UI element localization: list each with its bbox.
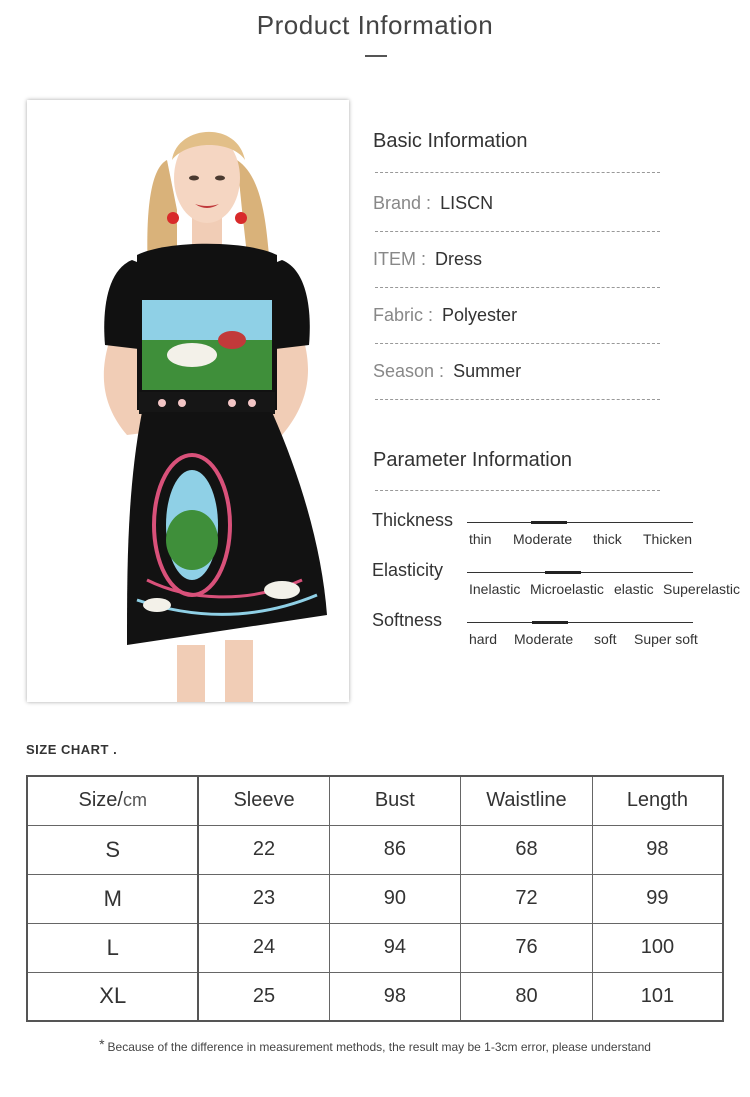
thickness-scale-line (467, 522, 693, 523)
footnote (0, 1036, 750, 1056)
table-cell: 23 (198, 874, 329, 923)
softness-scale-line (467, 622, 693, 623)
divider (375, 399, 660, 400)
info-label: Brand : (373, 193, 432, 213)
scale-option: thin (469, 531, 492, 547)
divider (375, 287, 660, 288)
table-row (27, 923, 723, 972)
info-value: Polyester (442, 305, 518, 325)
info-row-brand (373, 193, 493, 214)
table-cell: 101 (592, 972, 723, 1021)
param-label-softness: Softness (372, 610, 443, 630)
scale-option-selected: Moderate (514, 631, 574, 647)
table-cell: 98 (329, 972, 461, 1021)
scale-option: Inelastic (469, 581, 521, 597)
size-cell: S (27, 825, 198, 874)
scale-option: Superelastic (663, 581, 741, 597)
scale-option: elastic (614, 581, 654, 597)
divider (375, 172, 660, 173)
title-underline (365, 55, 387, 57)
scale-option-selected: Moderate (513, 531, 573, 547)
scale-option-selected: Microelastic (530, 581, 604, 597)
table-cell: 90 (329, 874, 461, 923)
divider (375, 231, 660, 232)
thickness-selected-mark (531, 521, 567, 524)
info-value: Dress (435, 249, 483, 269)
table-cell: 94 (329, 923, 461, 972)
table-row (27, 825, 723, 874)
size-chart-title: SIZE CHART . (26, 742, 118, 757)
header-size-label: Size/ (78, 789, 123, 812)
column-header: Bust (329, 776, 461, 825)
info-row-item (373, 249, 482, 270)
scale-option: soft (594, 631, 617, 647)
table-cell: 25 (198, 972, 329, 1021)
info-row-season (373, 361, 521, 382)
softness-selected-mark (532, 621, 568, 624)
page-title: Product Information (256, 10, 494, 40)
table-cell: 86 (329, 825, 461, 874)
table-cell: 68 (461, 825, 593, 874)
scale-option: Thicken (643, 531, 693, 547)
dress-model-illustration (27, 100, 349, 702)
divider (375, 490, 660, 491)
info-row-fabric (373, 305, 517, 326)
info-label: Season : (373, 361, 445, 381)
scale-option: hard (469, 631, 498, 647)
product-photo (27, 100, 349, 702)
size-cell: L (27, 923, 198, 972)
scale-option: thick (593, 531, 622, 547)
info-label: ITEM : (373, 249, 426, 269)
table-cell: 76 (461, 923, 593, 972)
info-value: Summer (453, 361, 522, 381)
column-header: Length (592, 776, 723, 825)
table-cell: 80 (461, 972, 593, 1021)
param-label-thickness: Thickness (372, 510, 454, 530)
column-header-size (27, 776, 198, 825)
column-header: Waistline (461, 776, 593, 825)
table-cell: 22 (198, 825, 329, 874)
parameter-info-heading: Parameter Information (373, 449, 572, 471)
column-header: Sleeve (198, 776, 329, 825)
table-header-row (27, 776, 723, 825)
size-chart-table (26, 775, 724, 1022)
param-label-elasticity: Elasticity (372, 560, 444, 580)
table-cell: 24 (198, 923, 329, 972)
footnote-text: Because of the difference in measurement methods, the result may be 1-3cm error, please understand (107, 1040, 651, 1054)
divider (375, 343, 660, 344)
table-cell: 98 (592, 825, 723, 874)
table-cell: 100 (592, 923, 723, 972)
info-value: LISCN (440, 193, 494, 213)
table-cell: 99 (592, 874, 723, 923)
info-label: Fabric : (373, 305, 434, 325)
basic-info-heading: Basic Information (373, 130, 528, 152)
header-unit: cm (122, 790, 147, 811)
table-cell: 72 (461, 874, 593, 923)
elasticity-selected-mark (545, 571, 581, 574)
size-cell: XL (27, 972, 198, 1021)
table-row (27, 874, 723, 923)
table-row (27, 972, 723, 1021)
scale-option: Super soft (634, 631, 698, 647)
size-cell: M (27, 874, 198, 923)
footnote-star: * (99, 1036, 105, 1052)
